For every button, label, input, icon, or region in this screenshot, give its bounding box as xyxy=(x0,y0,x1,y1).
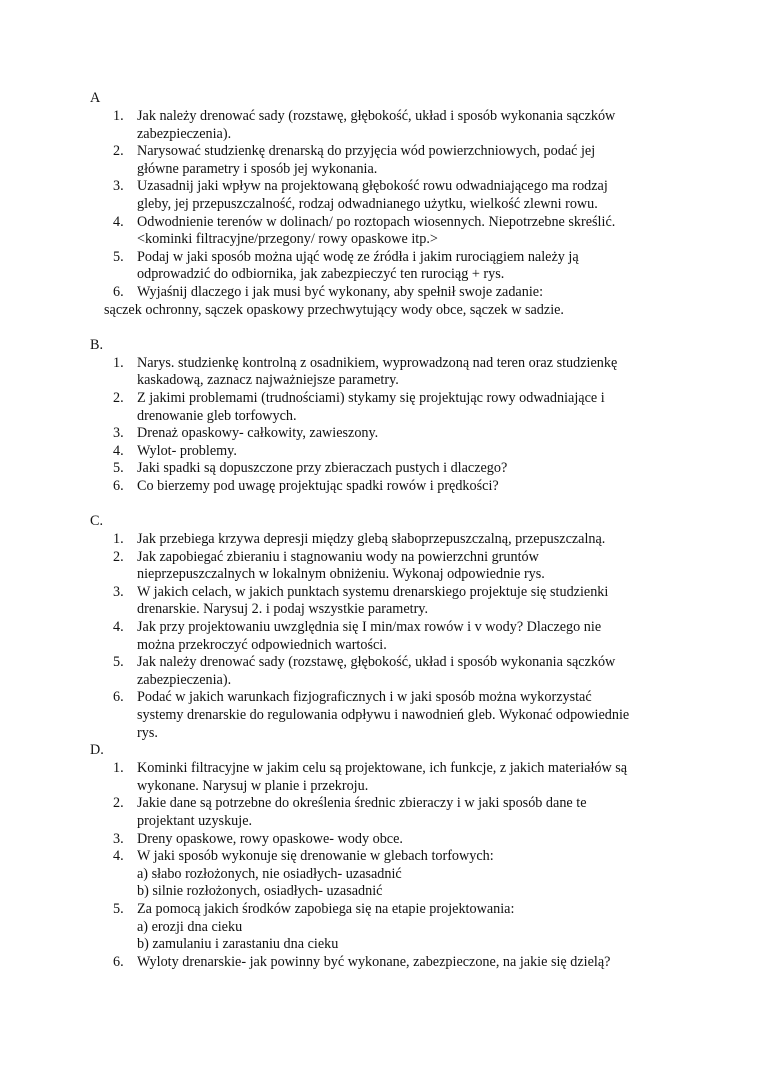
question-text-line: zabezpieczenia). xyxy=(137,671,232,688)
question-item xyxy=(0,249,760,284)
question-text-line: rys. xyxy=(137,724,158,741)
section-title: A xyxy=(90,90,101,106)
question-number: 4. xyxy=(113,619,124,636)
question-text-line: Wylot- problemy. xyxy=(137,442,237,459)
question-number: 1. xyxy=(113,108,124,124)
question-item xyxy=(0,689,760,742)
question-item xyxy=(0,954,760,972)
question-text-line: Co bierzemy pod uwagę projektując spadki rowów i prędkości? xyxy=(137,477,499,494)
question-text-line: Kominki filtracyjne w jakim celu są projektowane, ich funkcje, z jakich materiałów są xyxy=(137,760,628,777)
section-c xyxy=(0,513,760,742)
question-item xyxy=(0,443,760,461)
question-text-line: Jakie dane są potrzebne do określenia średnic zbieraczy i w jaki sposób dane te xyxy=(137,795,587,812)
question-number: 2. xyxy=(113,548,124,565)
question-text-line: <kominki filtracyjne/przegony/ rowy opaskowe itp.> xyxy=(137,231,438,248)
section-a xyxy=(0,90,760,319)
question-text-line: Jak przebiega krzywa depresji między glebą słaboprzepuszczalną, przepuszczalną. xyxy=(137,531,606,548)
question-item xyxy=(0,143,760,178)
question-text-line: Jak należy drenować sady (rozstawę, głębokość, układ i sposób wykonania sączków xyxy=(137,108,616,124)
question-text-line: gleby, jej przepuszczalność, rodzaj odwadnianego użytku, wielkość zlewni rowu. xyxy=(137,195,598,212)
question-number: 2. xyxy=(113,389,124,406)
question-number: 3. xyxy=(113,425,124,442)
question-text-line: Uzasadnij jaki wpływ na projektowaną głębokość rowu odwadniającego ma rodzaj xyxy=(137,178,608,195)
question-number: 2. xyxy=(113,143,124,160)
question-item xyxy=(0,108,760,143)
section-b xyxy=(0,337,760,496)
question-number: 5. xyxy=(113,248,124,265)
question-number: 1. xyxy=(113,354,124,371)
question-list xyxy=(0,760,760,971)
question-text-line: Narys. studzienkę kontrolną z osadnikiem, wyprowadzoną nad teren oraz studzienkę xyxy=(137,354,618,371)
question-text-line: wykonane. Narysuj w planie i przekroju. xyxy=(137,777,369,794)
question-text-line: b) silnie rozłożonych, osiadłych- uzasadnić xyxy=(137,883,383,900)
question-item xyxy=(0,460,760,478)
question-number: 3. xyxy=(113,583,124,600)
question-item xyxy=(0,584,760,619)
question-text-line: Jaki spadki są dopuszczone przy zbieraczach pustych i dlaczego? xyxy=(137,460,508,477)
question-number: 4. xyxy=(113,442,124,459)
question-text-line: a) słabo rozłożonych, nie osiadłych- uzasadnić xyxy=(137,865,402,882)
question-number: 4. xyxy=(113,213,124,230)
question-text-line: drenowanie gleb torfowych. xyxy=(137,407,297,424)
question-item xyxy=(0,178,760,213)
question-text-line: Odwodnienie terenów w dolinach/ po roztopach wiosennych. Niepotrzebne skreślić. xyxy=(137,213,616,230)
question-text-line: Jak należy drenować sady (rozstawę, głębokość, układ i sposób wykonania sączków xyxy=(137,654,616,671)
question-text-line: zabezpieczenia). xyxy=(137,125,232,142)
question-text-line: Dreny opaskowe, rowy opaskowe- wody obce. xyxy=(137,830,403,847)
question-text-line: drenarskie. Narysuj 2. i podaj wszystkie parametry. xyxy=(137,601,429,618)
question-item xyxy=(0,549,760,584)
question-number: 5. xyxy=(113,460,124,477)
question-text-line: Jak zapobiegać zbieraniu i stagnowaniu wody na powierzchni gruntów xyxy=(137,548,539,565)
question-item xyxy=(0,831,760,849)
question-text-line: nieprzepuszczalnych w lokalnym obniżeniu. Wykonaj odpowiednie rys. xyxy=(137,566,545,583)
question-item xyxy=(0,795,760,830)
question-text-line: Wyloty drenarskie- jak powinny być wykonane, zabezpieczone, na jakie się dzielą? xyxy=(137,953,611,970)
question-text-line: Drenaż opaskowy- całkowity, zawieszony. xyxy=(137,425,379,442)
question-text-line: Z jakimi problemami (trudnościami) stykamy się projektując rowy odwadniające i xyxy=(137,389,605,406)
question-number: 3. xyxy=(113,178,124,195)
question-number: 3. xyxy=(113,830,124,847)
question-text-line: odprowadzić do odbiornika, jak zabezpieczyć ten rurociąg + rys. xyxy=(137,266,505,283)
question-text-line: systemy drenarskie do regulowania odpływu i nawodnień gleb. Wykonać odpowiednie xyxy=(137,707,630,723)
question-item xyxy=(0,355,760,390)
question-number: 1. xyxy=(113,531,124,548)
question-item xyxy=(0,654,760,689)
section-title: B. xyxy=(90,336,104,353)
question-number: 5. xyxy=(113,654,124,671)
question-item xyxy=(0,284,760,302)
question-text-line: projektant uzyskuje. xyxy=(137,812,253,829)
question-number: 1. xyxy=(113,760,124,777)
question-text-line: Narysować studzienkę drenarską do przyjęcia wód powierzchniowych, podać jej xyxy=(137,143,596,160)
question-text-line: główne parametry i sposób jej wykonania. xyxy=(137,160,378,177)
section-d xyxy=(0,742,760,971)
question-number: 6. xyxy=(113,689,124,706)
question-text-line: Wyjaśnij dlaczego i jak musi być wykonany, aby spełnił swoje zadanie: xyxy=(137,283,544,300)
section-title: C. xyxy=(90,513,104,530)
question-list xyxy=(0,531,760,742)
question-number: 6. xyxy=(113,477,124,494)
question-item xyxy=(0,848,760,901)
question-text-line: W jaki sposób wykonuje się drenowanie w glebach torfowych: xyxy=(137,848,494,865)
question-text-line: Podać w jakich warunkach fizjograficznych i w jaki sposób można wykorzystać xyxy=(137,689,592,706)
question-list xyxy=(0,108,760,302)
question-item xyxy=(0,619,760,654)
question-number: 4. xyxy=(113,848,124,865)
question-list xyxy=(0,355,760,496)
question-text-line: b) zamulaniu i zarastaniu dna cieku xyxy=(137,936,339,953)
question-item xyxy=(0,901,760,954)
question-item xyxy=(0,390,760,425)
question-item xyxy=(0,760,760,795)
question-continuation: sączek ochronny, sączek opaskowy przechwytujący wody obce, sączek w sadzie. xyxy=(104,301,564,318)
section-title: D. xyxy=(90,742,104,759)
question-text-line: Za pomocą jakich środków zapobiega się na etapie projektowania: xyxy=(137,900,515,917)
question-number: 6. xyxy=(113,953,124,970)
question-item xyxy=(0,478,760,496)
question-text-line: Jak przy projektowaniu uwzględnia się I min/max rowów i v wody? Dlaczego nie xyxy=(137,619,602,636)
question-item xyxy=(0,214,760,249)
question-text-line: można przekroczyć odpowiednich wartości. xyxy=(137,636,387,653)
question-number: 2. xyxy=(113,795,124,812)
question-text-line: kaskadową, zaznacz najważniejsze parametry. xyxy=(137,372,399,389)
question-text-line: a) erozji dna cieku xyxy=(137,918,243,935)
question-item xyxy=(0,425,760,443)
question-item xyxy=(0,531,760,549)
question-text-line: W jakich celach, w jakich punktach systemu drenarskiego projektuje się studzienki xyxy=(137,583,609,600)
document-page xyxy=(0,90,760,971)
question-number: 5. xyxy=(113,900,124,917)
question-text-line: Podaj w jaki sposób można ująć wodę ze źródła i jakim rurociągiem należy ją xyxy=(137,248,579,265)
question-number: 6. xyxy=(113,283,124,300)
